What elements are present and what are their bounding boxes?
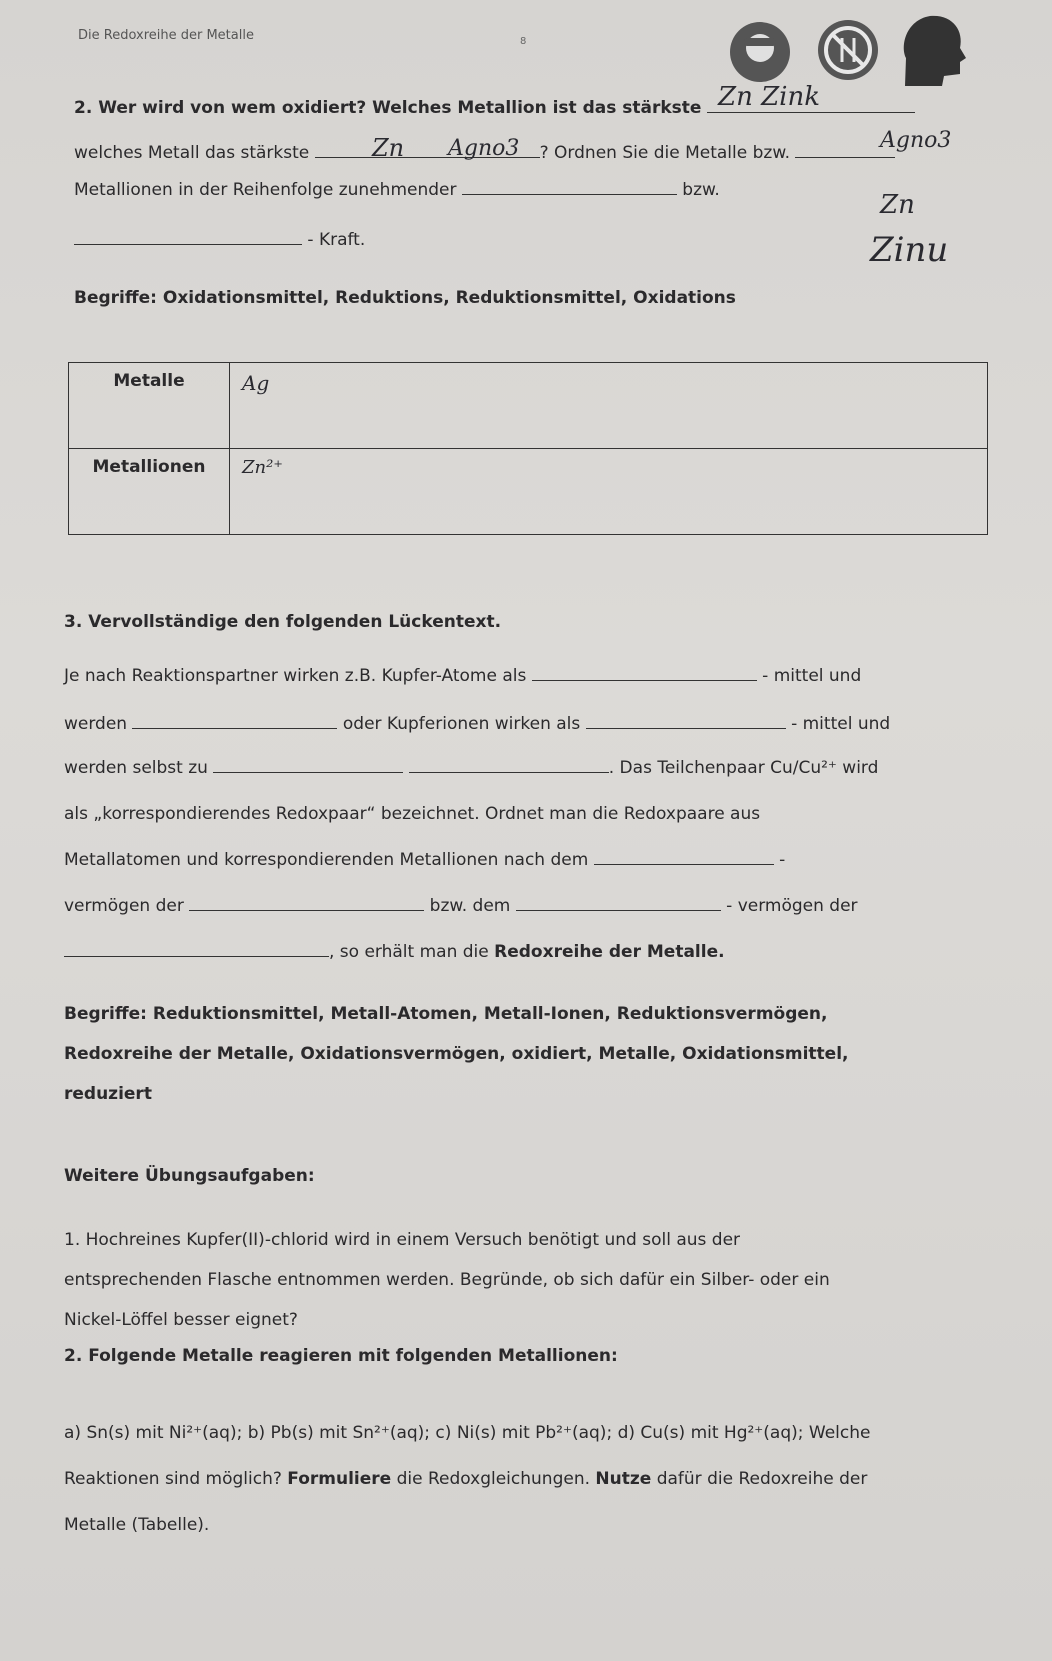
q3-l1b: - mittel und	[762, 666, 862, 686]
handwritten-ag: Ag	[242, 371, 270, 395]
handwritten-answer-5: Zn	[880, 190, 915, 220]
q2-blank-1[interactable]	[707, 112, 915, 113]
task-1	[64, 1220, 830, 1340]
q3-blank-5[interactable]	[409, 772, 609, 773]
q3-l6c: - vermögen der	[726, 896, 858, 916]
table-value-metals[interactable]	[230, 363, 988, 449]
head-profile-icon	[904, 16, 966, 86]
q2-begriffe: Begriffe: Oxidationsmittel, Reduktions, Reduktionsmittel, Oxidations	[74, 288, 736, 308]
metal-table	[68, 362, 988, 535]
q3-blank-2[interactable]	[132, 728, 337, 729]
q3-blank-3[interactable]	[586, 728, 786, 729]
q3-l6b: bzw. dem	[429, 896, 511, 916]
task-2-title: 2. Folgende Metalle reagieren mit folgenden Metallionen:	[64, 1346, 618, 1366]
handwritten-answer-1: Zn Zink	[718, 82, 820, 112]
task-2-l2c: die Redoxgleichungen.	[396, 1469, 591, 1489]
q3-l7b: Redoxreihe der Metalle.	[494, 942, 725, 962]
q3-title: 3. Vervollständige den folgenden Lückentext.	[64, 612, 502, 632]
q3-line3	[64, 758, 878, 778]
q3-line1	[64, 666, 861, 686]
q3-line2	[64, 714, 890, 734]
q2-line3	[74, 180, 720, 200]
handwritten-answer-4: Agno3	[880, 128, 952, 153]
task-2-line2	[64, 1456, 870, 1502]
task-2-line3: Metalle (Tabelle).	[64, 1515, 210, 1535]
q2-line3b-text: bzw.	[682, 180, 720, 200]
q3-l1a: Je nach Reaktionspartner wirken z.B. Kupfer-Atome als	[64, 666, 527, 686]
weitere-title: Weitere Übungsaufgaben:	[64, 1166, 315, 1186]
q3-line7	[64, 942, 725, 962]
q3-l5b: -	[779, 850, 786, 870]
q3-l6a: vermögen der	[64, 896, 184, 916]
face-shield-icon	[730, 22, 790, 82]
safety-icons	[730, 8, 970, 88]
no-eating-icon	[818, 20, 878, 80]
q3-blank-8[interactable]	[516, 910, 721, 911]
q2-line2a-text: welches Metall das stärkste	[74, 143, 310, 163]
q3-line6	[64, 896, 858, 916]
task-2-l2b: Formuliere	[287, 1469, 392, 1489]
q3-l7a: , so erhält man die	[329, 942, 489, 962]
task-2-body	[64, 1410, 870, 1548]
q3-l3a: werden selbst zu	[64, 758, 208, 778]
table-value-ions[interactable]	[230, 449, 988, 535]
q3-blank-9[interactable]	[64, 956, 329, 957]
q3-l2b: oder Kupferionen wirken als	[342, 714, 581, 734]
q3-blank-4[interactable]	[213, 772, 403, 773]
q3-begriffe-line1: Begriffe: Reduktionsmittel, Metall-Atomen, Metall-Ionen, Reduktionsvermögen,	[64, 1004, 828, 1024]
q3-l3b: . Das Teilchenpaar Cu/Cu²⁺ wird	[608, 758, 879, 778]
task-1-line1: 1. Hochreines Kupfer(II)-chlorid wird in einem Versuch benötigt und soll aus der	[64, 1230, 741, 1250]
q3-blank-6[interactable]	[594, 864, 774, 865]
task-2-line1: a) Sn(s) mit Ni²⁺(aq); b) Pb(s) mit Sn²⁺(aq); c) Ni(s) mit Pb²⁺(aq); d) Cu(s) mit Hg²⁺(aq); Welche	[64, 1423, 871, 1443]
q3-blank-7[interactable]	[189, 910, 424, 911]
q2-line1-text: 2. Wer wird von wem oxidiert? Welches Metallion ist das stärkste	[74, 98, 702, 118]
q3-l2a: werden	[64, 714, 128, 734]
worksheet-header: Die Redoxreihe der Metalle	[78, 28, 254, 43]
q3-begriffe-line3: reduziert	[64, 1084, 152, 1104]
handwritten-answer-3: Agno3	[448, 136, 520, 161]
task-1-line3: Nickel-Löffel besser eignet?	[64, 1310, 298, 1330]
q3-begriffe-line2: Redoxreihe der Metalle, Oxidationsvermögen, oxidiert, Metalle, Oxidationsmittel,	[64, 1044, 849, 1064]
q2-line4	[74, 230, 365, 250]
table-row-metals	[69, 363, 988, 449]
q2-blank-3[interactable]	[795, 157, 895, 158]
q3-begriffe	[64, 994, 848, 1114]
q3-l2c: - mittel und	[791, 714, 891, 734]
q3-blank-1[interactable]	[532, 680, 757, 681]
table-row-ions	[69, 449, 988, 535]
table-label-ions: Metallionen	[69, 449, 230, 535]
q2-line3a-text: Metallionen in der Reihenfolge zunehmender	[74, 180, 457, 200]
task-2-l2a: Reaktionen sind möglich?	[64, 1469, 282, 1489]
q3-line5	[64, 850, 785, 870]
q3-line4: als „korrespondierendes Redoxpaar“ bezeichnet. Ordnet man die Redoxpaare aus	[64, 804, 761, 824]
q2-line4-text: - Kraft.	[307, 230, 366, 250]
q2-blank-5[interactable]	[74, 244, 302, 245]
page-mark: 8	[520, 36, 527, 47]
handwritten-answer-2: Zn	[372, 134, 405, 162]
table-label-metals: Metalle	[69, 363, 230, 449]
q2-line2b-text: ? Ordnen Sie die Metalle bzw.	[539, 143, 791, 163]
task-2-l2e: dafür die Redoxreihe der	[656, 1469, 868, 1489]
task-2-l2d: Nutze	[595, 1469, 652, 1489]
task-1-line2: entsprechenden Flasche entnommen werden. Begründe, ob sich dafür ein Silber- oder ein	[64, 1270, 830, 1290]
handwritten-answer-6: Zinu	[870, 230, 949, 270]
q3-l5a: Metallatomen und korrespondierenden Metallionen nach dem	[64, 850, 589, 870]
handwritten-zn-ion: Zn²⁺	[242, 457, 283, 478]
q2-blank-4[interactable]	[462, 194, 677, 195]
